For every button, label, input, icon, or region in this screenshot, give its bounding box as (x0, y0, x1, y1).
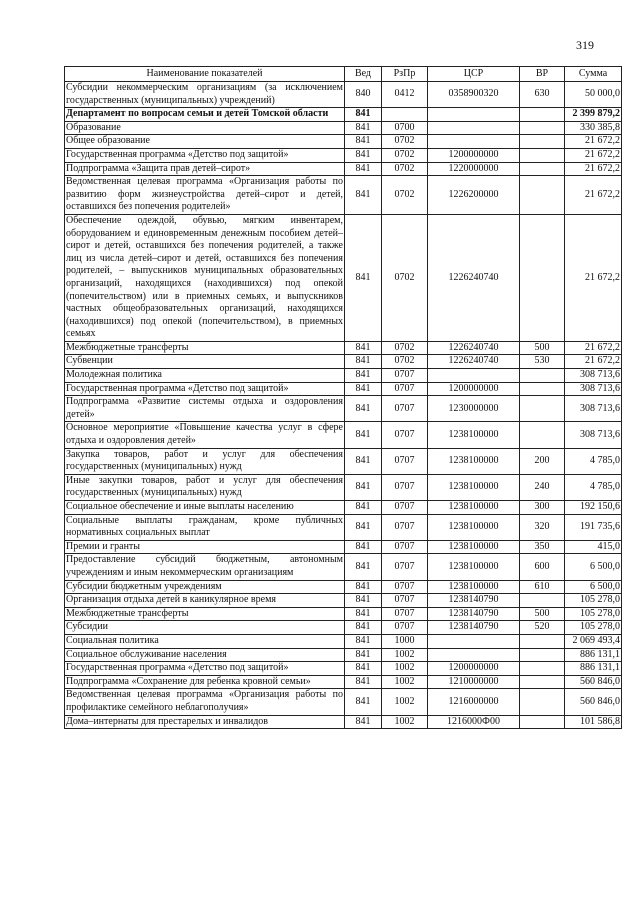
table-row (65, 355, 622, 369)
cell-rzpr: 0702 (382, 214, 428, 341)
cell-vr: 600 (520, 554, 565, 580)
cell-vr (520, 396, 565, 422)
cell-name: Молодежная политика (65, 369, 345, 383)
cell-name: Социальное обеспечение и иные выплаты населению (65, 501, 345, 515)
cell-vr (520, 135, 565, 149)
table-row (65, 162, 622, 176)
table-row (65, 396, 622, 422)
cell-sum: 6 500,0 (565, 554, 622, 580)
cell-vr (520, 369, 565, 383)
cell-ved: 841 (345, 382, 382, 396)
table-row (65, 689, 622, 715)
cell-sum: 886 131,1 (565, 662, 622, 676)
table-row (65, 474, 622, 500)
table-row (65, 675, 622, 689)
cell-sum: 560 846,0 (565, 689, 622, 715)
cell-name: Премии и гранты (65, 540, 345, 554)
cell-sum: 2 069 493,4 (565, 634, 622, 648)
cell-ved: 841 (345, 355, 382, 369)
cell-sum: 308 713,6 (565, 382, 622, 396)
cell-csr (428, 634, 520, 648)
table-row (65, 448, 622, 474)
cell-csr: 1216000Ф00 (428, 715, 520, 729)
table-row (65, 514, 622, 540)
cell-vr (520, 715, 565, 729)
cell-ved: 841 (345, 501, 382, 515)
cell-csr (428, 369, 520, 383)
table-row (65, 108, 622, 122)
cell-vr: 630 (520, 82, 565, 108)
cell-rzpr: 0702 (382, 148, 428, 162)
cell-csr: 1238100000 (428, 474, 520, 500)
table-row (65, 135, 622, 149)
cell-ved: 841 (345, 176, 382, 215)
cell-rzpr: 1002 (382, 648, 428, 662)
cell-rzpr: 0707 (382, 554, 428, 580)
header-ved: Вед (345, 67, 382, 82)
cell-sum: 6 500,0 (565, 580, 622, 594)
cell-csr: 1238100000 (428, 554, 520, 580)
cell-name: Закупка товаров, работ и услуг для обеспечения государственных (муниципальных) нужд (65, 448, 345, 474)
cell-name: Предоставление субсидий бюджетным, автономным учреждениям и иным некоммерческим организациям (65, 554, 345, 580)
cell-rzpr: 0707 (382, 594, 428, 608)
table-row (65, 607, 622, 621)
cell-csr: 1216000000 (428, 689, 520, 715)
header-vr: ВР (520, 67, 565, 82)
cell-sum: 21 672,2 (565, 355, 622, 369)
cell-sum: 2 399 879,2 (565, 108, 622, 122)
cell-name: Государственная программа «Детство под защитой» (65, 148, 345, 162)
cell-ved: 841 (345, 422, 382, 448)
cell-sum: 192 150,6 (565, 501, 622, 515)
cell-name: Ведомственная целевая программа «Организация работы по развитию форм жизнеустройства детей–сирот и детей, оставшихся без попечения родителей» (65, 176, 345, 215)
table-row (65, 214, 622, 341)
cell-vr: 300 (520, 501, 565, 515)
cell-ved: 841 (345, 662, 382, 676)
cell-ved: 841 (345, 369, 382, 383)
cell-name: Межбюджетные трансферты (65, 607, 345, 621)
header-name: Наименование показателей (65, 67, 345, 82)
cell-ved: 840 (345, 82, 382, 108)
cell-name: Департамент по вопросам семьи и детей Томской области (65, 108, 345, 122)
table-row (65, 634, 622, 648)
cell-csr: 1226240740 (428, 214, 520, 341)
cell-csr: 1226240740 (428, 341, 520, 355)
cell-ved: 841 (345, 108, 382, 122)
cell-vr (520, 176, 565, 215)
header-rzpr: РзПр (382, 67, 428, 82)
cell-ved: 841 (345, 148, 382, 162)
cell-name: Обеспечение одеждой, обувью, мягким инвентарем, оборудованием и единовременным денежным пособием детей–сирот и детей, оставшихся без попечения родителей, а также лиц из числа детей–сирот и детей, оставшихся без попечения родителей, – выпускников муниципальных образовательных организаций, находящихся (находившихся) под опекой (попечительством) или в приемных семьях, и выпускников частных общеобразовательных организаций, находящихся (находившихся) под опекой (попечительством), в приемных семьях (65, 214, 345, 341)
cell-ved: 841 (345, 621, 382, 635)
cell-sum: 105 278,0 (565, 621, 622, 635)
table-row (65, 148, 622, 162)
cell-rzpr: 1002 (382, 715, 428, 729)
table-row (65, 621, 622, 635)
table-row (65, 715, 622, 729)
cell-sum: 4 785,0 (565, 448, 622, 474)
cell-csr: 1238140790 (428, 621, 520, 635)
header-csr: ЦСР (428, 67, 520, 82)
cell-rzpr: 0707 (382, 396, 428, 422)
cell-rzpr: 1002 (382, 662, 428, 676)
table-row (65, 594, 622, 608)
cell-vr (520, 214, 565, 341)
cell-rzpr: 0707 (382, 501, 428, 515)
cell-rzpr: 1002 (382, 689, 428, 715)
cell-csr: 1238100000 (428, 422, 520, 448)
cell-name: Социальное обслуживание населения (65, 648, 345, 662)
cell-sum: 21 672,2 (565, 162, 622, 176)
cell-name: Государственная программа «Детство под защитой» (65, 382, 345, 396)
cell-name: Государственная программа «Детство под защитой» (65, 662, 345, 676)
cell-csr: 1230000000 (428, 396, 520, 422)
cell-rzpr: 0700 (382, 121, 428, 135)
cell-sum: 21 672,2 (565, 176, 622, 215)
cell-name: Подпрограмма «Сохранение для ребенка кровной семьи» (65, 675, 345, 689)
cell-name: Субсидии бюджетным учреждениям (65, 580, 345, 594)
cell-csr (428, 135, 520, 149)
table-row (65, 176, 622, 215)
cell-name: Межбюджетные трансферты (65, 341, 345, 355)
cell-rzpr (382, 108, 428, 122)
cell-name: Иные закупки товаров, работ и услуг для обеспечения государственных (муниципальных) нужд (65, 474, 345, 500)
cell-vr: 500 (520, 607, 565, 621)
cell-ved: 841 (345, 648, 382, 662)
table-row (65, 540, 622, 554)
cell-csr: 1238100000 (428, 448, 520, 474)
cell-ved: 841 (345, 634, 382, 648)
cell-csr: 1238140790 (428, 594, 520, 608)
cell-name: Общее образование (65, 135, 345, 149)
page-number: 319 (576, 38, 594, 52)
cell-sum: 415,0 (565, 540, 622, 554)
cell-vr (520, 121, 565, 135)
cell-ved: 841 (345, 607, 382, 621)
table-row (65, 341, 622, 355)
table-row (65, 648, 622, 662)
cell-rzpr: 0707 (382, 514, 428, 540)
table-row (65, 369, 622, 383)
cell-csr (428, 648, 520, 662)
table-row (65, 580, 622, 594)
cell-vr: 240 (520, 474, 565, 500)
cell-ved: 841 (345, 135, 382, 149)
cell-vr (520, 148, 565, 162)
cell-ved: 841 (345, 448, 382, 474)
cell-csr: 1210000000 (428, 675, 520, 689)
cell-vr (520, 662, 565, 676)
cell-csr: 1220000000 (428, 162, 520, 176)
cell-vr (520, 634, 565, 648)
table-row (65, 554, 622, 580)
cell-vr (520, 648, 565, 662)
cell-sum: 560 846,0 (565, 675, 622, 689)
cell-sum: 308 713,6 (565, 369, 622, 383)
cell-vr: 200 (520, 448, 565, 474)
cell-ved: 841 (345, 341, 382, 355)
cell-sum: 50 000,0 (565, 82, 622, 108)
cell-ved: 841 (345, 580, 382, 594)
cell-rzpr: 0707 (382, 422, 428, 448)
cell-name: Подпрограмма «Развитие системы отдыха и оздоровления детей» (65, 396, 345, 422)
cell-csr: 1238100000 (428, 514, 520, 540)
cell-name: Образование (65, 121, 345, 135)
cell-csr: 1238100000 (428, 580, 520, 594)
cell-rzpr: 0702 (382, 341, 428, 355)
cell-vr: 350 (520, 540, 565, 554)
cell-csr: 1226200000 (428, 176, 520, 215)
cell-rzpr: 0707 (382, 607, 428, 621)
cell-name: Социальная политика (65, 634, 345, 648)
cell-ved: 841 (345, 474, 382, 500)
cell-sum: 330 385,8 (565, 121, 622, 135)
cell-name: Субвенции (65, 355, 345, 369)
table-row (65, 662, 622, 676)
budget-table (64, 66, 622, 729)
cell-ved: 841 (345, 121, 382, 135)
cell-sum: 105 278,0 (565, 607, 622, 621)
cell-ved: 841 (345, 396, 382, 422)
cell-ved: 841 (345, 214, 382, 341)
cell-name: Организация отдыха детей в каникулярное время (65, 594, 345, 608)
cell-name: Дома–интернаты для престарелых и инвалидов (65, 715, 345, 729)
cell-sum: 21 672,2 (565, 135, 622, 149)
cell-ved: 841 (345, 540, 382, 554)
cell-rzpr: 0707 (382, 621, 428, 635)
cell-vr: 320 (520, 514, 565, 540)
cell-csr: 1200000000 (428, 382, 520, 396)
cell-csr: 1200000000 (428, 662, 520, 676)
cell-csr: 1238100000 (428, 501, 520, 515)
cell-rzpr: 0707 (382, 580, 428, 594)
cell-rzpr: 0707 (382, 382, 428, 396)
cell-rzpr: 0412 (382, 82, 428, 108)
cell-vr (520, 162, 565, 176)
cell-ved: 841 (345, 675, 382, 689)
cell-sum: 191 735,6 (565, 514, 622, 540)
cell-csr: 0358900320 (428, 82, 520, 108)
cell-sum: 308 713,6 (565, 396, 622, 422)
cell-ved: 841 (345, 594, 382, 608)
cell-vr (520, 675, 565, 689)
cell-vr (520, 422, 565, 448)
cell-name: Основное мероприятие «Повышение качества услуг в сфере отдыха и оздоровления детей» (65, 422, 345, 448)
cell-csr: 1226240740 (428, 355, 520, 369)
cell-rzpr: 0702 (382, 176, 428, 215)
cell-csr: 1238140790 (428, 607, 520, 621)
cell-name: Ведомственная целевая программа «Организация работы по профилактике семейного неблагополучия» (65, 689, 345, 715)
cell-vr: 610 (520, 580, 565, 594)
cell-sum: 4 785,0 (565, 474, 622, 500)
cell-sum: 886 131,1 (565, 648, 622, 662)
cell-ved: 841 (345, 689, 382, 715)
cell-rzpr: 0707 (382, 540, 428, 554)
cell-vr (520, 594, 565, 608)
table-row (65, 382, 622, 396)
header-row (65, 67, 622, 82)
cell-name: Социальные выплаты гражданам, кроме публичных нормативных социальных выплат (65, 514, 345, 540)
cell-csr (428, 121, 520, 135)
cell-rzpr: 0702 (382, 162, 428, 176)
cell-csr (428, 108, 520, 122)
cell-vr: 520 (520, 621, 565, 635)
cell-vr (520, 108, 565, 122)
cell-vr: 500 (520, 341, 565, 355)
cell-rzpr: 1002 (382, 675, 428, 689)
table-row (65, 82, 622, 108)
cell-vr (520, 382, 565, 396)
cell-sum: 21 672,2 (565, 148, 622, 162)
table-row (65, 501, 622, 515)
cell-rzpr: 0707 (382, 474, 428, 500)
cell-ved: 841 (345, 514, 382, 540)
cell-name: Субсидии некоммерческим организациям (за исключением государственных (муниципальных) учреждений) (65, 82, 345, 108)
cell-csr: 1238100000 (428, 540, 520, 554)
cell-ved: 841 (345, 715, 382, 729)
cell-ved: 841 (345, 162, 382, 176)
cell-sum: 21 672,2 (565, 214, 622, 341)
cell-name: Подпрограмма «Защита прав детей–сирот» (65, 162, 345, 176)
cell-sum: 21 672,2 (565, 341, 622, 355)
cell-sum: 105 278,0 (565, 594, 622, 608)
cell-sum: 308 713,6 (565, 422, 622, 448)
cell-rzpr: 0707 (382, 448, 428, 474)
cell-rzpr: 0702 (382, 355, 428, 369)
table-row (65, 422, 622, 448)
cell-name: Субсидии (65, 621, 345, 635)
cell-vr: 530 (520, 355, 565, 369)
header-sum: Сумма (565, 67, 622, 82)
table-row (65, 121, 622, 135)
cell-rzpr: 0707 (382, 369, 428, 383)
cell-rzpr: 0702 (382, 135, 428, 149)
cell-vr (520, 689, 565, 715)
cell-rzpr: 1000 (382, 634, 428, 648)
cell-ved: 841 (345, 554, 382, 580)
cell-csr: 1200000000 (428, 148, 520, 162)
cell-sum: 101 586,8 (565, 715, 622, 729)
